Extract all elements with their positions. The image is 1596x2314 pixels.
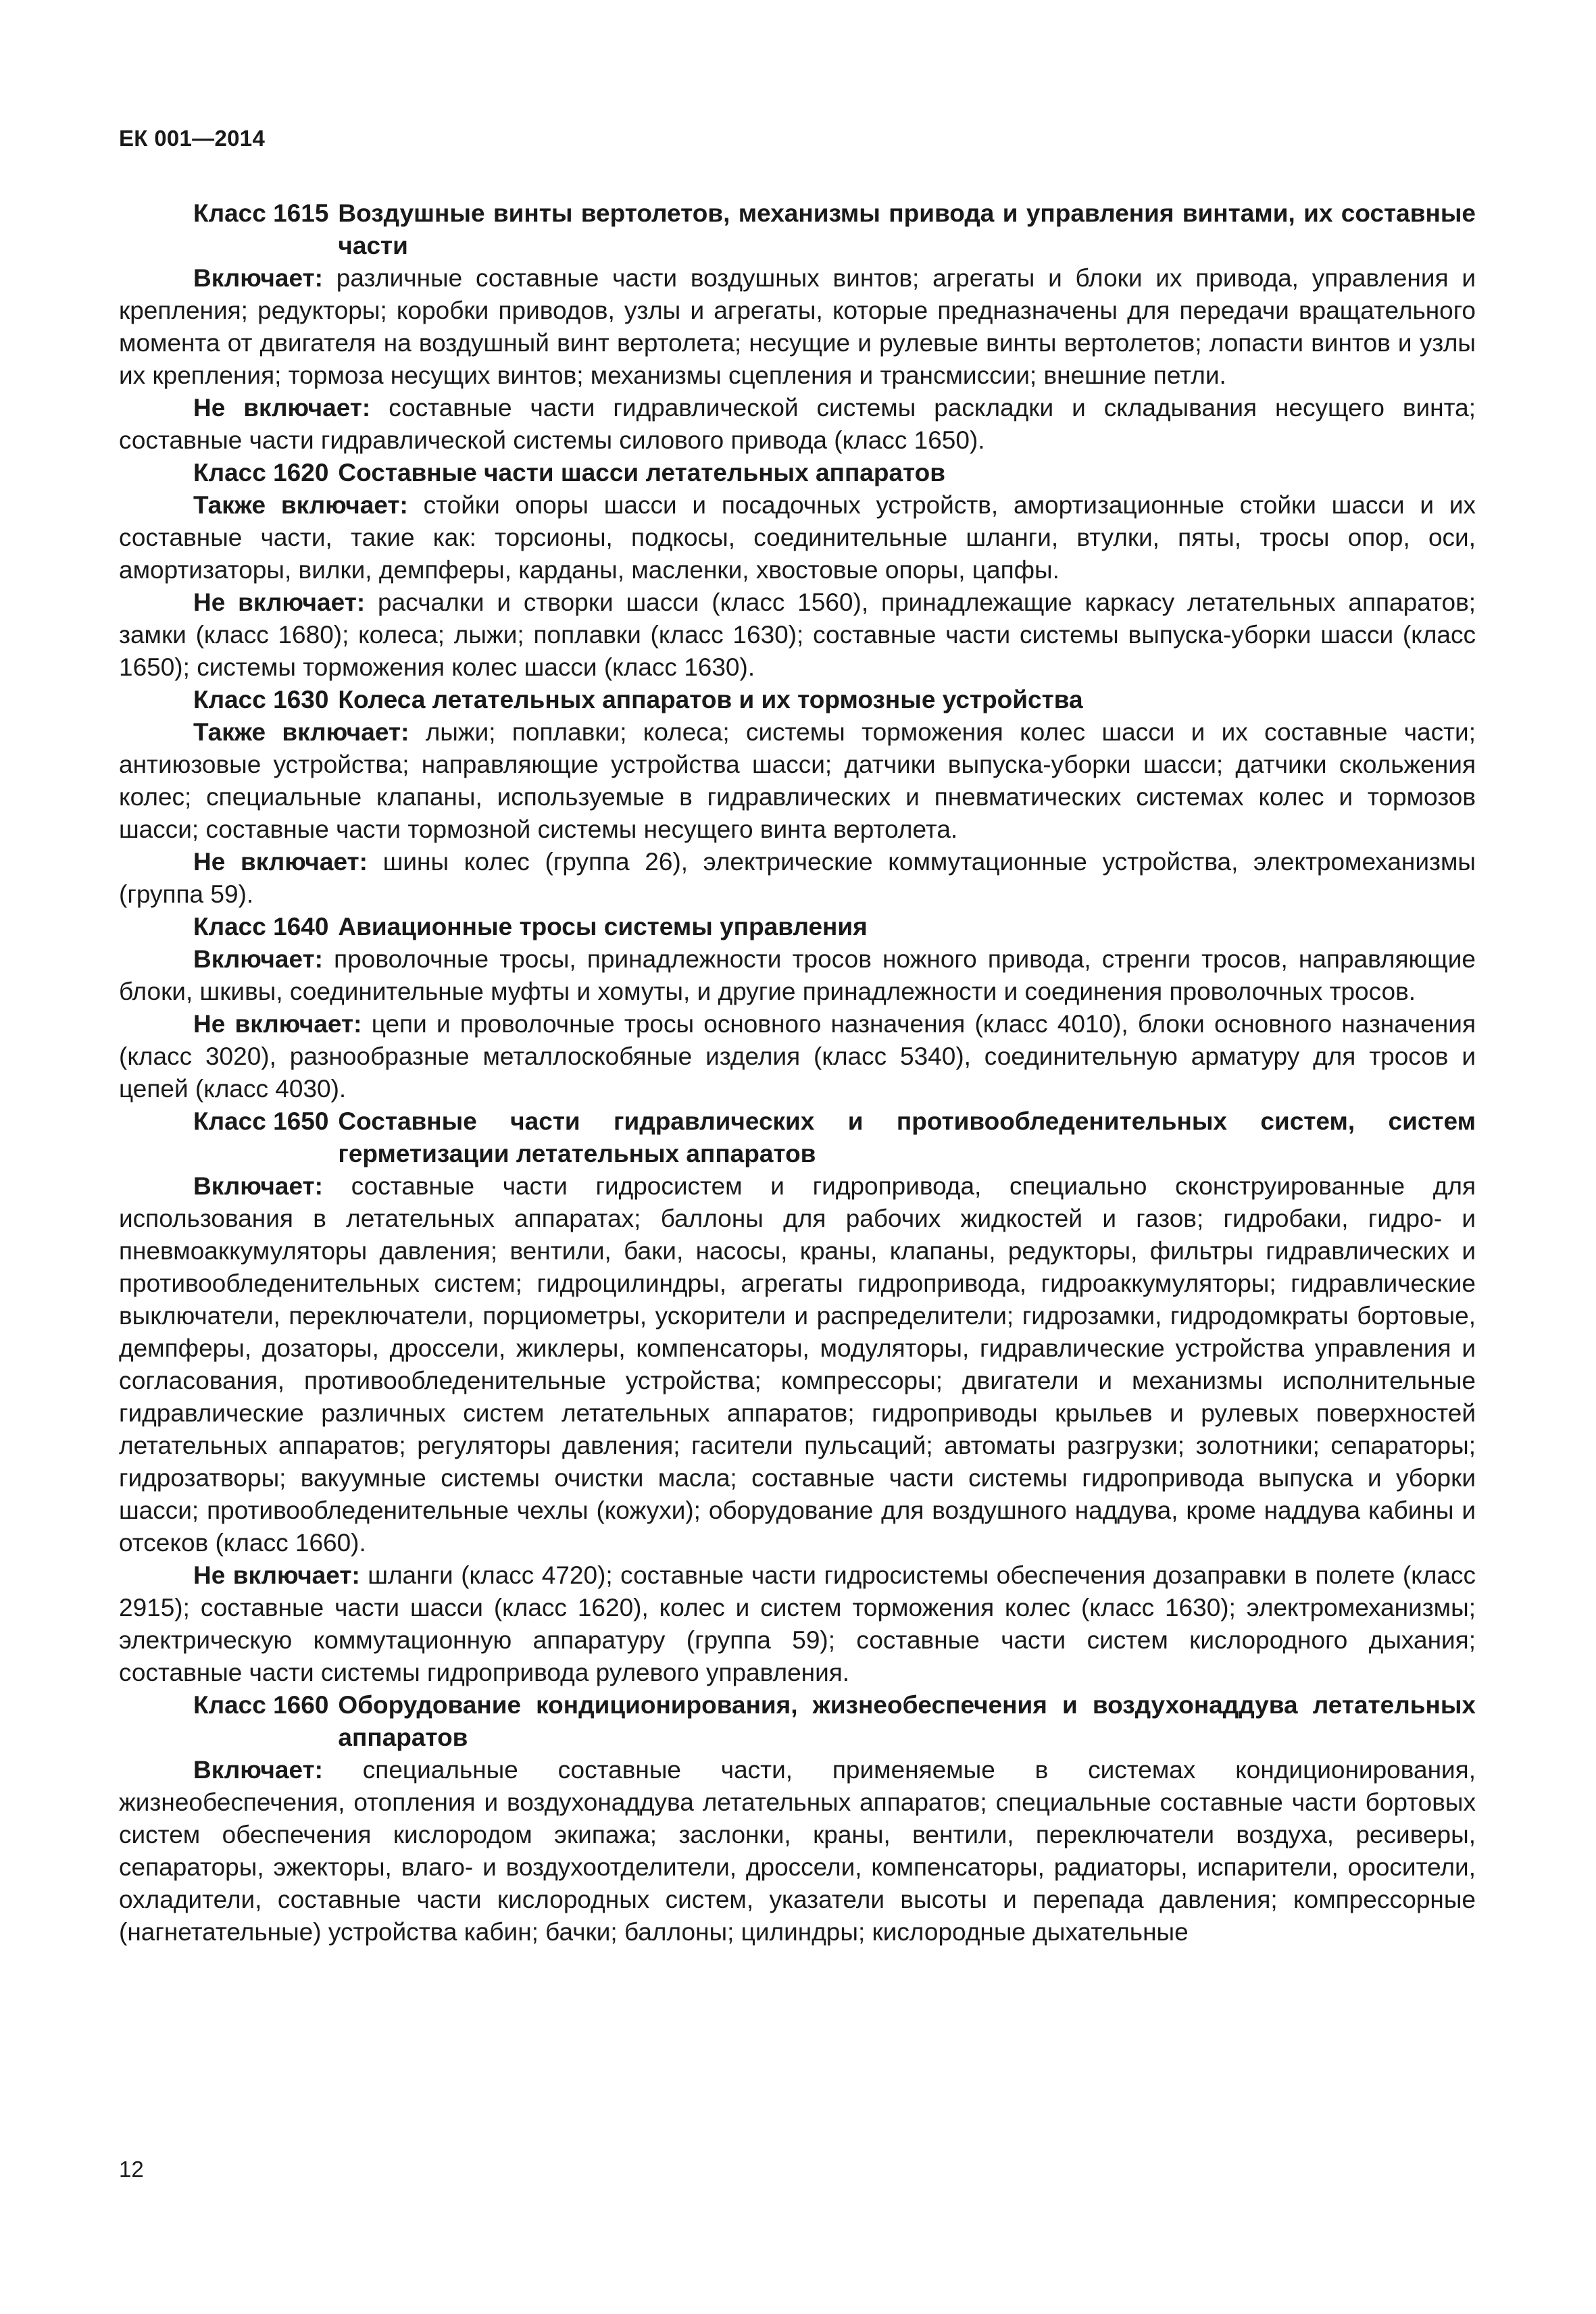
class-title: Оборудование кондиционирования, жизнеобеспечения и воздухонаддува летательных аппаратов xyxy=(338,1691,1476,1751)
paragraph-label: Включает: xyxy=(193,264,323,292)
paragraph-text: шины колес (группа 26), электрические коммутационные устройства, электромеханизмы (группа 59). xyxy=(119,848,1476,908)
paragraph-label: Также включает: xyxy=(193,491,408,519)
paragraph-label: Не включает: xyxy=(193,1561,360,1589)
class-paragraph xyxy=(119,586,1476,684)
class-title: Составные части гидравлических и противообледенительных систем, систем герметизации летательных аппаратов xyxy=(338,1107,1476,1167)
class-heading xyxy=(193,684,1476,716)
paragraph-text: стойки опоры шасси и посадочных устройств, амортизационные стойки шасси и их составные части, такие как: торсионы, подкосы, соединительные шланги, втулки, пяты, тросы опор, оси, амортизаторы, вилки, демпферы, карданы, масленки, хвостовые опоры, цапфы. xyxy=(119,491,1476,584)
paragraph-text: шланги (класс 4720); составные части гидросистемы обеспечения дозаправки в полете (класс 2915); составные части шасси (класс 1620), колес и систем торможения колес (класс 1630); электромеханизмы; электрическую коммутационную аппаратуру (группа 59); составные части систем кислородного дыхания; составные части системы гидропривода рулевого управления. xyxy=(119,1561,1476,1686)
class-paragraph xyxy=(119,716,1476,846)
class-number: Класс 1630 xyxy=(193,686,329,713)
page-number: 12 xyxy=(119,2157,144,2182)
class-title: Воздушные винты вертолетов, механизмы привода и управления винтами, их составные части xyxy=(338,199,1476,259)
class-heading xyxy=(193,457,1476,489)
paragraph-text: проволочные тросы, принадлежности тросов ножного привода, стренги тросов, направляющие блоки, шкивы, соединительные муфты и хомуты, и другие принадлежности и соединения проволочных тросов. xyxy=(119,945,1476,1005)
class-paragraph xyxy=(119,943,1476,1008)
class-paragraph xyxy=(119,262,1476,392)
paragraph-text: специальные составные части, применяемые в системах кондиционирования, жизнеобеспечения, отопления и воздухонаддува летательных аппаратов; специальные составные части бортовых систем обеспечения кислородом экипажа; заслонки, краны, вентили, переключатели воздуха, ресиверы, сепараторы, эжекторы, влаго- и воздухоотделители, дроссели, компенсаторы, радиаторы, испарители, оросители, охладители, составные части кислородных систем, указатели высоты и перепада давления; компрессорные (нагнетательные) устройства кабин; бачки; баллоны; цилиндры; кислородные дыхательные xyxy=(119,1756,1476,1946)
class-paragraph xyxy=(119,1559,1476,1689)
paragraph-text: различные составные части воздушных винтов; агрегаты и блоки их привода, управления и крепления; редукторы; коробки приводов, узлы и агрегаты, которые предназначены для передачи вращательного момента от двигателя на воздушный винт вертолета; несущие и рулевые винты вертолетов; лопасти винтов и узлы их крепления; тормоза несущих винтов; механизмы сцепления и трансмиссии; внешние петли. xyxy=(119,264,1476,389)
class-heading xyxy=(193,1689,1476,1754)
class-number: Класс 1650 xyxy=(193,1107,329,1135)
paragraph-label: Не включает: xyxy=(193,1010,362,1038)
document-code-header: ЕК 001—2014 xyxy=(119,126,266,151)
paragraph-label: Не включает: xyxy=(193,394,371,422)
class-paragraph xyxy=(119,392,1476,457)
paragraph-text: составные части гидросистем и гидропривода, специально сконструированные для использования в летательных аппаратах; баллоны для рабочих жидкостей и газов; гидробаки, гидро- и пневмоаккумуляторы давления; вентили, баки, насосы, краны, клапаны, редукторы, фильтры гидравлических и противообледенительных систем; гидроцилиндры, агрегаты гидропривода, гидроаккумуляторы; гидравлические выключатели, переключатели, порциометры, ускорители и распределители; гидрозамки, гидродомкраты бортовые, демпферы, дозаторы, дроссели, жиклеры, компенсаторы, модуляторы, гидравлические устройства управления и согласования, противообледенительные устройства; компрессоры; двигатели и механизмы исполнительные гидравлические различных систем летательных аппаратов; гидроприводы крыльев и рулевых поверхностей летательных аппаратов; регуляторы давления; гасители пульсаций; автоматы разгрузки; золотники; сепараторы; гидрозатворы; вакуумные системы очистки масла; составные части системы гидропривода выпуска и уборки шасси; противообледенительные чехлы (кожухи); оборудование для воздушного наддува, кроме наддува кабины и отсеков (класс 1660). xyxy=(119,1172,1476,1557)
class-heading xyxy=(193,1105,1476,1170)
class-heading xyxy=(193,197,1476,262)
class-paragraph xyxy=(119,489,1476,586)
class-number: Класс 1660 xyxy=(193,1691,329,1719)
class-number: Класс 1620 xyxy=(193,459,329,486)
class-paragraph xyxy=(119,1170,1476,1559)
class-title: Колеса летательных аппаратов и их тормозные устройства xyxy=(338,686,1083,713)
paragraph-label: Также включает: xyxy=(193,718,409,746)
document-body xyxy=(119,197,1476,1948)
paragraph-text: составные части гидравлической системы раскладки и складывания несущего винта; составные части гидравлической системы силового привода (класс 1650). xyxy=(119,394,1476,454)
paragraph-text: расчалки и створки шасси (класс 1560), принадлежащие каркасу летательных аппаратов; замки (класс 1680); колеса; лыжи; поплавки (класс 1630); составные части системы выпуска-уборки шасси (класс 1650); системы торможения колес шасси (класс 1630). xyxy=(119,588,1476,681)
class-title: Составные части шасси летательных аппаратов xyxy=(338,459,946,486)
class-paragraph xyxy=(119,846,1476,911)
class-title: Авиационные тросы системы управления xyxy=(338,913,868,940)
paragraph-label: Включает: xyxy=(193,1756,323,1784)
class-paragraph xyxy=(119,1754,1476,1948)
paragraph-label: Включает: xyxy=(193,1172,323,1200)
paragraph-text: лыжи; поплавки; колеса; системы торможения колес шасси и их составные части; антиюзовые устройства; направляющие устройства шасси; датчики выпуска-уборки шасси; датчики скольжения колес; специальные клапаны, используемые в гидравлических и пневматических системах колес и тормозов шасси; составные части тормозной системы несущего винта вертолета. xyxy=(119,718,1476,843)
class-number: Класс 1615 xyxy=(193,199,329,227)
class-heading xyxy=(193,911,1476,943)
paragraph-label: Не включает: xyxy=(193,848,368,876)
class-paragraph xyxy=(119,1008,1476,1105)
paragraph-label: Не включает: xyxy=(193,588,366,616)
class-number: Класс 1640 xyxy=(193,913,329,940)
paragraph-label: Включает: xyxy=(193,945,323,973)
paragraph-text: цепи и проволочные тросы основного назначения (класс 4010), блоки основного назначения (класс 3020), разнообразные металлоскобяные изделия (класс 5340), соединительную арматуру для тросов и цепей (класс 4030). xyxy=(119,1010,1476,1103)
